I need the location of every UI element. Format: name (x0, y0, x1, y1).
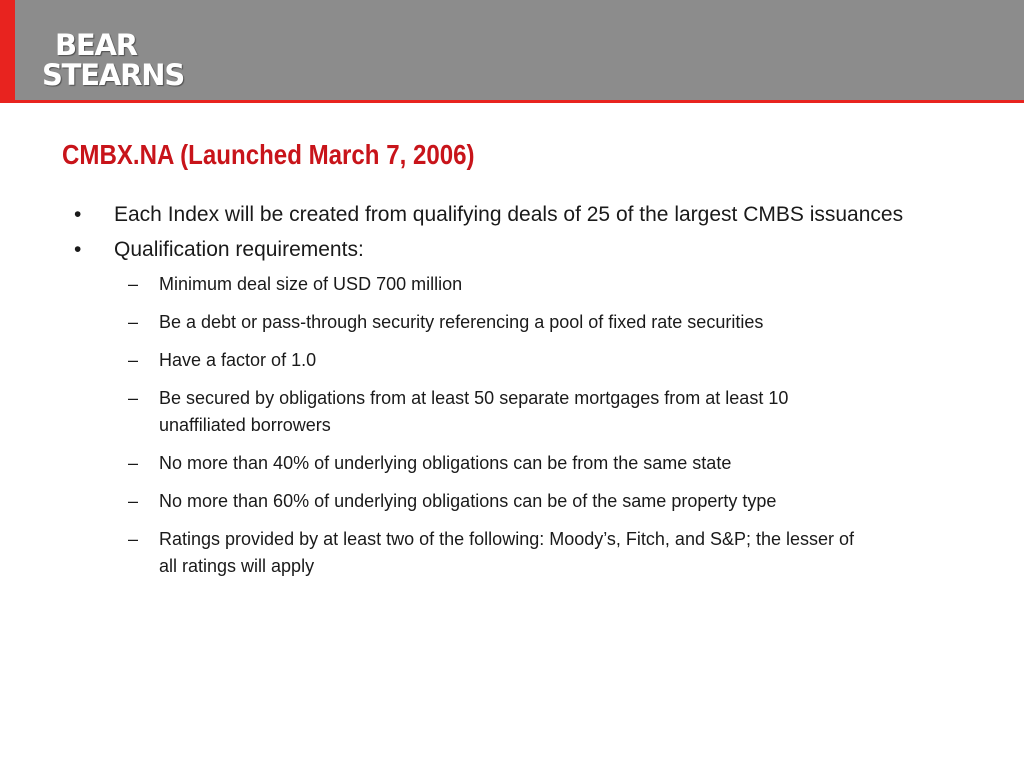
sub-bullet-item (72, 271, 859, 298)
sub-bullet-text: No more than 40% of underlying obligations can be from the same state (159, 453, 732, 473)
bullet-item (72, 200, 912, 230)
logo-line-bear: BEAR (55, 28, 137, 62)
header-red-rule (0, 100, 1024, 103)
bullet-text: Qualification requirements: (114, 238, 364, 261)
bullet-item (72, 235, 912, 580)
dash-icon: – (128, 453, 139, 473)
dash-icon: – (128, 312, 139, 332)
slide-content (72, 200, 912, 591)
sub-bullet-item (72, 385, 859, 439)
dash-icon: – (128, 274, 139, 294)
bullet-icon: • (74, 238, 82, 261)
sub-bullet-list (114, 271, 912, 580)
slide-title: CMBX.NA (Launched March 7, 2006) (62, 139, 475, 170)
left-accent-bar (0, 0, 15, 100)
sub-bullet-text: Be secured by obligations from at least 50 separate mortgages from at least 10 unaffiliated borrowers (159, 388, 789, 435)
bear-stearns-logo (42, 30, 184, 90)
sub-bullet-text: Minimum deal size of USD 700 million (159, 274, 463, 294)
sub-bullet-item (72, 309, 859, 336)
sub-bullet-item (72, 526, 859, 580)
sub-bullet-text: Be a debt or pass-through security referencing a pool of fixed rate securities (159, 312, 764, 332)
dash-icon: – (128, 388, 139, 408)
sub-bullet-item (72, 450, 859, 477)
bullet-icon: • (74, 203, 82, 226)
dash-icon: – (128, 350, 139, 370)
sub-bullet-item (72, 347, 859, 374)
sub-bullet-text: Ratings provided by at least two of the following: Moody’s, Fitch, and S&P; the lesser of all ratings will apply (159, 529, 855, 576)
sub-bullet-text: No more than 60% of underlying obligations can be of the same property type (159, 491, 777, 511)
dash-icon: – (128, 491, 139, 511)
sub-bullet-item (72, 488, 859, 515)
bullet-text: Each Index will be created from qualifying deals of 25 of the largest CMBS issuances (114, 203, 904, 226)
dash-icon: – (128, 529, 139, 549)
bullet-list (72, 200, 912, 580)
logo-line-stearns: STEARNS (42, 58, 185, 92)
sub-bullet-text: Have a factor of 1.0 (159, 350, 317, 370)
